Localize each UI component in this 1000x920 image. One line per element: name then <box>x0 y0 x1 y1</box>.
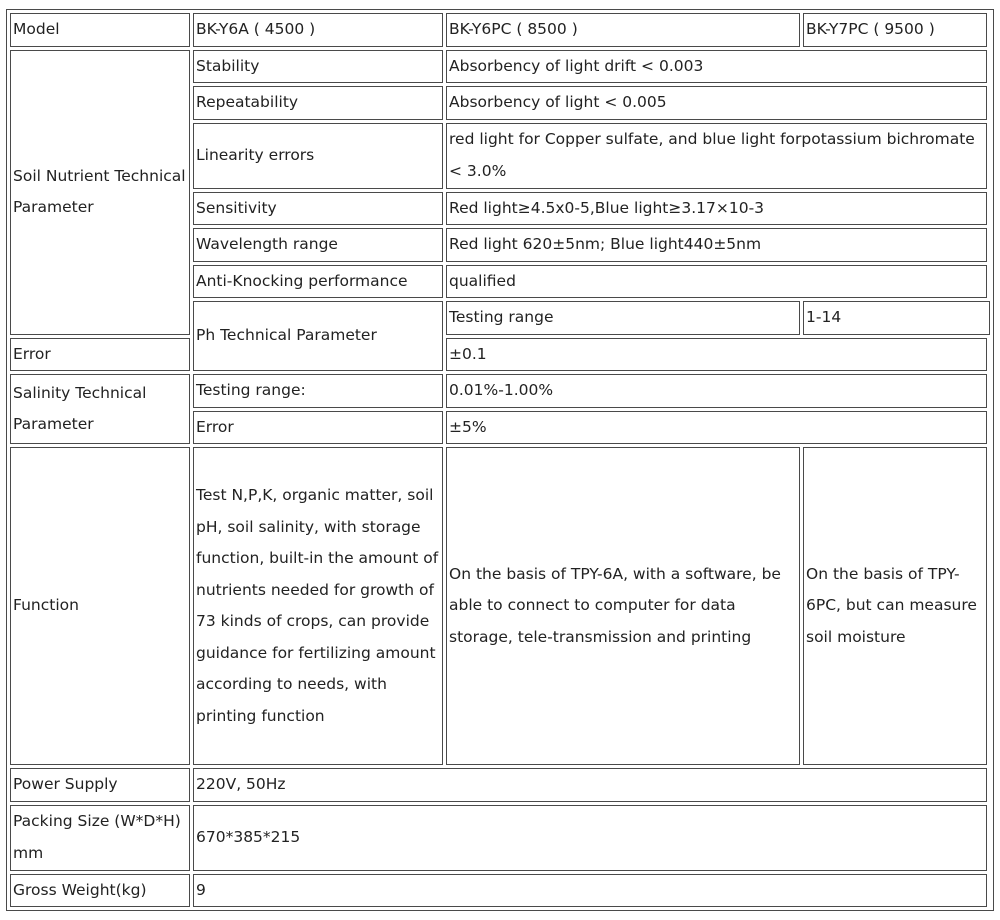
table-row <box>10 50 990 84</box>
weight-label: Gross Weight(kg) <box>10 874 190 908</box>
packing-label: Packing Size (W*D*H) mm <box>10 805 190 871</box>
param-value: Red light≥4.5x0-5,Blue light≥3.17×10-3 <box>446 192 987 226</box>
weight-value: 9 <box>193 874 987 908</box>
param-label: Error <box>193 411 443 445</box>
soil-nutrient-group: Soil Nutrient Technical Parameter <box>10 50 190 335</box>
power-value: 220V, 50Hz <box>193 768 987 802</box>
param-value: red light for Copper sulfate, and blue light forpotassium bichromate < 3.0% <box>446 123 987 189</box>
param-label: Testing range <box>446 301 800 335</box>
param-value: ±0.1 <box>446 338 987 372</box>
param-label: Stability <box>193 50 443 84</box>
param-value: qualified <box>446 265 987 299</box>
function-row <box>10 447 990 765</box>
param-value: Absorbency of light < 0.005 <box>446 86 987 120</box>
table-row <box>10 374 990 408</box>
param-label: Sensitivity <box>193 192 443 226</box>
function-y6pc: On the basis of TPY-6A, with a software, be able to connect to computer for data storage, tele-transmission and printing <box>446 447 800 765</box>
model-label: Model <box>10 13 190 47</box>
param-value: 1-14 <box>803 301 990 335</box>
function-label: Function <box>10 447 190 765</box>
param-value: Red light 620±5nm; Blue light440±5nm <box>446 228 987 262</box>
function-y7pc: On the basis of TPY-6PC, but can measure soil moisture <box>803 447 987 765</box>
param-value: 0.01%-1.00% <box>446 374 987 408</box>
spec-table <box>6 9 994 911</box>
function-y6a: Test N,P,K, organic matter, soil pH, soil salinity, with storage function, built-in the amount of nutrients needed for growth of 73 kinds of crops, can provide guidance for fertilizing amount according to needs, with printing function <box>193 447 443 765</box>
weight-row <box>10 874 990 908</box>
param-label: Wavelength range <box>193 228 443 262</box>
ph-group: Ph Technical Parameter <box>193 301 443 371</box>
param-label: Testing range: <box>193 374 443 408</box>
salinity-group: Salinity Technical Parameter <box>10 374 190 444</box>
param-label: Anti-Knocking performance <box>193 265 443 299</box>
param-label: Linearity errors <box>193 123 443 189</box>
packing-value: 670*385*215 <box>193 805 987 871</box>
model-row <box>10 13 990 47</box>
param-value: ±5% <box>446 411 987 445</box>
packing-row <box>10 805 990 871</box>
param-value: Absorbency of light drift < 0.003 <box>446 50 987 84</box>
power-label: Power Supply <box>10 768 190 802</box>
param-label: Error <box>10 338 190 372</box>
model-y6a: BK-Y6A ( 4500 ) <box>193 13 443 47</box>
table-row <box>10 338 990 372</box>
model-y6pc: BK-Y6PC ( 8500 ) <box>446 13 800 47</box>
model-y7pc: BK-Y7PC ( 9500 ) <box>803 13 987 47</box>
power-row <box>10 768 990 802</box>
param-label: Repeatability <box>193 86 443 120</box>
